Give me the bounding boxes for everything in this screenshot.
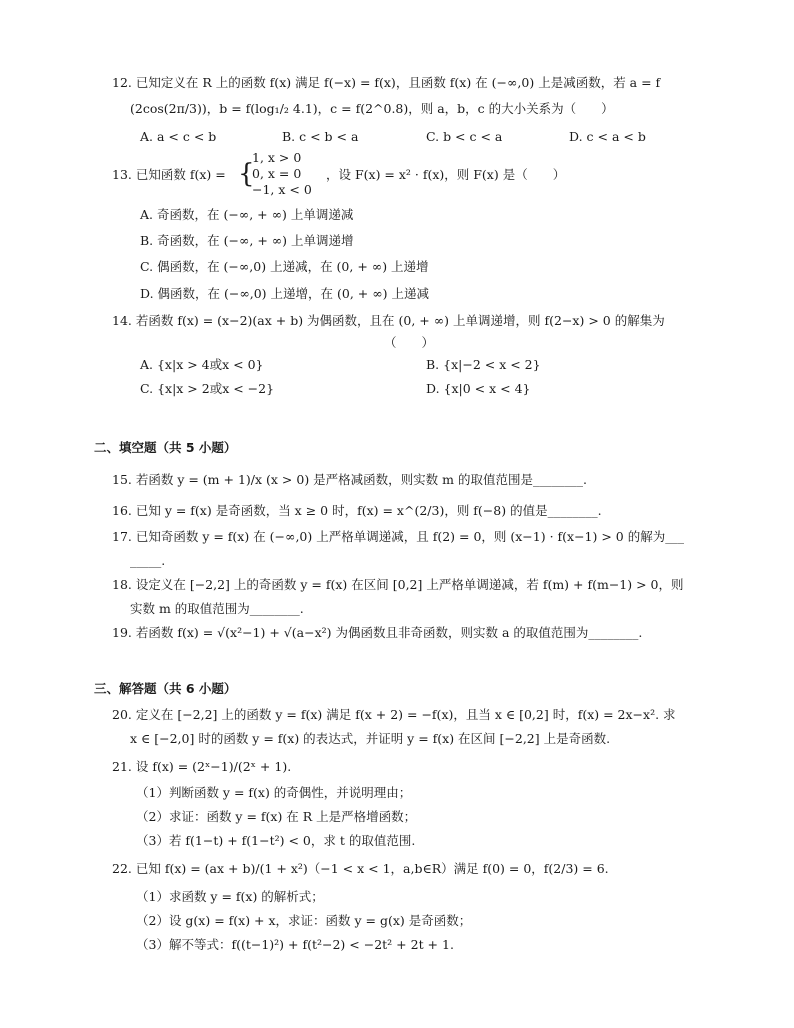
q12-option-a: A. a < c < b bbox=[140, 129, 217, 144]
q22-part-2: （2）设 g(x) = f(x) + x，求证：函数 y = g(x) 是奇函数； bbox=[136, 913, 472, 928]
q22-part-1: （1）求函数 y = f(x) 的解析式； bbox=[136, 889, 324, 904]
q13-case-2: 0, x = 0 bbox=[252, 166, 302, 181]
q13-option-c: C. 偶函数，在 (−∞,0) 上递减，在 (0, + ∞) 上递增 bbox=[140, 259, 429, 274]
q21-part-1: （1）判断函数 y = f(x) 的奇偶性，并说明理由； bbox=[136, 785, 412, 800]
q14-option-b: B. {x|−2 < x < 2} bbox=[426, 357, 541, 372]
q14-line1: 14. 若函数 f(x) = (x−2)(ax + b) 为偶函数，且在 (0, + ∞) 上单调递增，则 f(2−x) > 0 的解集为 bbox=[112, 313, 665, 328]
q13-option-b: B. 奇函数，在 (−∞, + ∞) 上单调递增 bbox=[140, 233, 354, 248]
q20-line2: x ∈ [−2,0] 时的函数 y = f(x) 的表达式，并证明 y = f(x) 在区间 [−2,2] 上是奇函数. bbox=[130, 731, 611, 746]
q21-stem: 21. 设 f(x) = (2ˣ−1)/(2ˣ + 1). bbox=[112, 759, 292, 774]
section-2-heading: 二、填空题（共 5 小题） bbox=[94, 440, 237, 455]
q14-option-a: A. {x|x > 4或x < 0} bbox=[140, 357, 264, 372]
q17-line1: 17. 已知奇函数 y = f(x) 在 (−∞,0) 上严格单调递减，且 f(2) = 0，则 (x−1) · f(x−1) > 0 的解为___ bbox=[112, 529, 684, 544]
q16: 16. 已知 y = f(x) 是奇函数，当 x ≥ 0 时，f(x) = x^(2/3)，则 f(−8) 的值是________. bbox=[112, 503, 602, 518]
q20-line1: 20. 定义在 [−2,2] 上的函数 y = f(x) 满足 f(x + 2) = −f(x)，且当 x ∈ [0,2] 时，f(x) = 2x−x². 求 bbox=[112, 707, 676, 722]
q14-option-c: C. {x|x > 2或x < −2} bbox=[140, 381, 275, 396]
q12-option-c: C. b < c < a bbox=[426, 129, 503, 144]
q22-stem: 22. 已知 f(x) = (ax + b)/(1 + x²)（−1 < x < 1，a,b∈R）满足 f(0) = 0，f(2/3) = 6. bbox=[112, 861, 609, 876]
q12-option-d: D. c < a < b bbox=[569, 129, 646, 144]
q21-part-3: （3）若 f(1−t) + f(1−t²) < 0，求 t 的取值范围. bbox=[136, 833, 416, 848]
q18-line2: 实数 m 的取值范围为________. bbox=[130, 601, 304, 616]
q13-brace: { bbox=[238, 159, 255, 189]
q12-line1: 12. 已知定义在 R 上的函数 f(x) 满足 f(−x) = f(x)，且函数 f(x) 在 (−∞,0) 上是减函数，若 a = f bbox=[112, 75, 661, 90]
section-3-heading: 三、解答题（共 6 小题） bbox=[94, 681, 237, 696]
q21-part-2: （2）求证：函数 y = f(x) 在 R 上是严格增函数； bbox=[136, 809, 417, 824]
q13-option-a: A. 奇函数，在 (−∞, + ∞) 上单调递减 bbox=[140, 207, 354, 222]
q15: 15. 若函数 y = (m + 1)/x (x > 0) 是严格减函数，则实数 m 的取值范围是________. bbox=[112, 472, 587, 487]
q13-stem-prefix: 13. 已知函数 f(x) = bbox=[112, 167, 226, 182]
q12-line2: (2cos(2π/3))，b = f(log₁/₂ 4.1)，c = f(2^0.8)，则 a，b，c 的大小关系为（ ） bbox=[130, 101, 614, 116]
q13-case-1: 1, x > 0 bbox=[252, 150, 302, 165]
q14-option-d: D. {x|0 < x < 4} bbox=[426, 381, 531, 396]
q13-stem-suffix: ，设 F(x) = x² · f(x)，则 F(x) 是（ ） bbox=[326, 167, 566, 182]
q14-line2: （ ） bbox=[384, 335, 435, 350]
q17-line2: _____. bbox=[130, 553, 166, 568]
q18-line1: 18. 设定义在 [−2,2] 上的奇函数 y = f(x) 在区间 [0,2] 上严格单调递减，若 f(m) + f(m−1) > 0，则 bbox=[112, 577, 684, 592]
q13-option-d: D. 偶函数，在 (−∞,0) 上递增，在 (0, + ∞) 上递减 bbox=[140, 286, 429, 301]
q13-case-3: −1, x < 0 bbox=[252, 182, 312, 197]
q19: 19. 若函数 f(x) = √(x²−1) + √(a−x²) 为偶函数且非奇函数，则实数 a 的取值范围为________. bbox=[112, 625, 643, 640]
q12-option-b: B. c < b < a bbox=[282, 129, 359, 144]
q22-part-3: （3）解不等式：f((t−1)²) + f(t²−2) < −2t² + 2t + 1. bbox=[136, 937, 454, 952]
